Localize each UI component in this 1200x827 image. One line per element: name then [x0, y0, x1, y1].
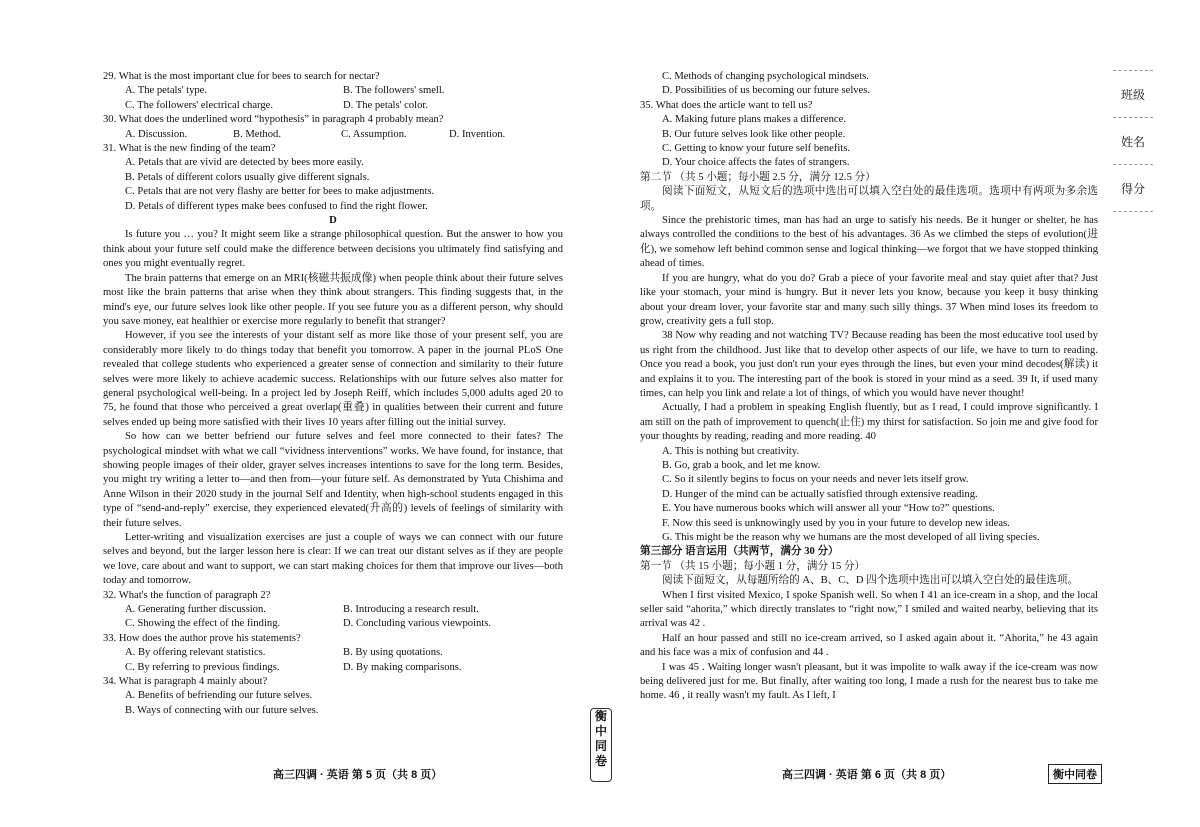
- options-33-row2: [103, 661, 563, 675]
- passage-d-paragraph-1: Is future you … you? It might seem like a strange philosophical question. But the answer to how you think about your future self could make the difference between decisions you ultimately find satisfying and ones you might eventually regret.: [103, 229, 563, 270]
- option-33-c: C. By referring to previous findings.: [125, 661, 280, 673]
- cloze-paragraph-2: Half an hour passed and still no ice-cream arrived, so I asked again about it. “Ahorita,” he 43 again and his face was a mix of confusion and 44 .: [640, 632, 1098, 659]
- choice-e: E. You have numerous books which will answer all your “How to?” questions.: [662, 503, 995, 515]
- section-2-title: 第二节 （共 5 小题；每小题 2.5 分，满分 12.5 分）: [640, 171, 876, 183]
- option-33-a: A. By offering relevant statistics.: [125, 647, 266, 659]
- option-33-b: B. By using quotations.: [343, 647, 443, 659]
- question-31: 31. What is the new finding of the team?: [103, 143, 276, 155]
- option-35-a: A. Making future plans makes a difference.: [662, 114, 846, 126]
- option-32-b: B. Introducing a research result.: [343, 604, 479, 616]
- options-29-row2: [103, 99, 563, 113]
- choice-c: C. So it silently begins to focus on your needs and never lets itself grow.: [662, 474, 969, 486]
- option-32-a: A. Generating further discussion.: [125, 604, 266, 616]
- question-30: 30. What does the underlined word “hypothesis” in paragraph 4 probably mean?: [103, 114, 444, 126]
- option-34-a: A. Benefits of befriending our future selves.: [125, 690, 313, 702]
- seven-choose-five-paragraph-2: If you are hungry, what do you do? Grab a piece of your favorite meal and stay quiet after that? Just like your stomach, your mind is hungry. But it never lets you know, because you keep it busy thinking about your dream lover, your favorite star and many such silly things. 37 When mind loses its freedom to grow, creativity gets a full stop.: [640, 272, 1098, 327]
- choice-f: F. Now this seed is unknowingly used by you in your future to develop new ideas.: [662, 517, 1010, 529]
- class-field: 班级: [1113, 70, 1153, 118]
- option-35-b: B. Our future selves look like other people.: [662, 128, 846, 140]
- left-column: [103, 70, 563, 718]
- footer-page-6: 高三四调 · 英语 第 6 页（共 8 页）: [782, 769, 952, 781]
- section-2-instructions: 阅读下面短文，从短文后的选项中选出可以填入空白处的最佳选项。选项中有两项为多余选项。: [640, 186, 1098, 212]
- option-29-d: D. The petals' color.: [343, 99, 428, 111]
- part-3-instructions: 阅读下面短文，从每题所给的 A、B、C、D 四个选项中选出可以填入空白处的最佳选项。: [662, 575, 1079, 587]
- passage-d-paragraph-4: So how can we better befriend our future selves and feel more connected to their fates? The psychological mindset with what we call “vividness interventions” works. We have found, for instance, that showing people images of their older, grayer selves increases intentions to save for the long term. Besides, you might try writing a letter to—and then from—your future self. As demonstrated by Yuta Chishima and Anne Wilson in their 2020 study in the journal Self and Identity, when high-school students engaged in this type of “send-and-reply” exercise, they experienced elevated(升高的) levels of feelings of similarity with their future selves.: [103, 431, 563, 529]
- option-35-c: C. Getting to know your future self benefits.: [662, 143, 851, 155]
- passage-d-paragraph-2: The brain patterns that emerge on an MRI(核磁共振成像) when people think about their future selves most like the brain patterns that arise when they think about strangers. This finding suggests that, in the mind's eye, our future selves look like other people. If you see future you as a different person, why should you save money, eat healthier or exercise more regularly to benefit that stranger?: [103, 272, 563, 327]
- option-34-d: D. Possibilities of us becoming our future selves.: [662, 85, 871, 97]
- choice-d: D. Hunger of the mind can be actually satisfied through extensive reading.: [662, 488, 978, 500]
- passage-d-paragraph-5: Letter-writing and visualization exercises are just a couple of ways we can connect with our future selves and beyond, but the larger lesson here is clear: If we can treat our distant selves as if they are people we love, care about and want to support, we can start making choices for them that improve our lives—both today and tomorrow.: [103, 532, 563, 587]
- option-31-d: D. Petals of different types make bees confused to find the right flower.: [125, 200, 428, 212]
- option-35-d: D. Your choice affects the fates of strangers.: [662, 157, 850, 169]
- cloze-paragraph-3: I was 45 . Waiting longer wasn't pleasant, but it was impolite to walk away if the ice-cream was now being delivered just for me. But finally, after waiting too long, I made a rush for the nearest bus to take me home. 46 , it really wasn't my fault. As I left, I: [640, 661, 1098, 702]
- name-field: 姓名: [1113, 118, 1153, 165]
- question-33: 33. How does the author prove his statements?: [103, 632, 301, 644]
- option-32-c: C. Showing the effect of the finding.: [125, 618, 281, 630]
- option-30-a: A. Discussion.: [125, 128, 188, 140]
- option-29-a: A. The petals' type.: [125, 85, 208, 97]
- right-column: [640, 70, 1098, 704]
- option-30-c: C. Assumption.: [341, 128, 407, 140]
- options-32-row2: [103, 617, 563, 631]
- options-29-row1: [103, 84, 563, 98]
- choice-b: B. Go, grab a book, and let me know.: [662, 459, 821, 471]
- question-34: 34. What is paragraph 4 mainly about?: [103, 676, 268, 688]
- seven-choose-five-paragraph-4: Actually, I had a problem in speaking English fluently, but as I read, I could improve significantly. I am still on the path of improvement to quench(止住) my thirst for satisfaction. So join me and give food for your thoughts by reading, reading and more reading. 40: [640, 402, 1098, 443]
- cloze-paragraph-1: When I first visited Mexico, I spoke Spanish well. So when I 41 an ice-cream in a shop, and the local seller said “ahorita,” which directly translates to “right now,” I smiled and waited nearby, believing that its arrival was 42 .: [640, 589, 1098, 630]
- option-29-b: B. The followers' smell.: [343, 85, 445, 97]
- score-field: 得分: [1113, 165, 1153, 212]
- option-34-b: B. Ways of connecting with our future selves.: [125, 704, 319, 716]
- choice-a: A. This is nothing but creativity.: [662, 445, 800, 457]
- option-31-c: C. Petals that are not very flashy are better for bees to make adjustments.: [125, 186, 435, 198]
- option-33-d: D. By making comparisons.: [343, 661, 462, 673]
- option-34-c: C. Methods of changing psychological mindsets.: [662, 71, 869, 82]
- passage-d-paragraph-3: However, if you see the interests of your distant self as more like those of your present self, you are considerably more likely to do things today that benefit you tomorrow. A paper in the journal PLoS One revealed that college students who experienced a greater sense of connection and similarity to their future selves were more likely to achieve academic success. Relationships with our future selves also matter for general psychological well-being. In a project led by Joseph Reiff, which includes 5,000 adults aged 20 to 75, he found that those who perceived a great overlap(重叠) in qualities between their current and future selves ended up being more satisfied with their lives 10 years after filling out the initial survey.: [103, 330, 563, 428]
- section-d-heading: D: [329, 215, 337, 227]
- student-info-box: [1113, 70, 1153, 210]
- question-29: 29. What is the most important clue for bees to search for nectar?: [103, 71, 380, 82]
- option-31-b: B. Petals of different colors usually give different signals.: [125, 171, 370, 183]
- part-3-section-1-title: 第一节 （共 15 小题；每小题 1 分，满分 15 分）: [640, 560, 866, 572]
- seven-choose-five-paragraph-1: Since the prehistoric times, man has had an urge to satisfy his needs. Be it hunger or shelter, he has always controlled the conditions to the best of his advantages. 36 As we climbed the steps of evolution(进化), we somehow left behind common sense and logical thinking—we forgot that we have stopped thinking ahead of times.: [640, 215, 1098, 270]
- option-30-b: B. Method.: [233, 128, 281, 140]
- options-32-row1: [103, 603, 563, 617]
- hengzhong-stamp-center: 衡中同卷: [590, 708, 612, 782]
- question-32: 32. What's the function of paragraph 2?: [103, 589, 271, 601]
- seven-choose-five-paragraph-3: 38 Now why reading and not watching TV? Because reading has been the most educative tool used by us right from the childhood. Just like that to develop other aspects of our life, we have to turn to reading. Once you read a book, you just don't run your eyes through the lines, but even your mind decodes(解读) it and explains it to you. The interesting part of the book is stored in your mind as a seed. 39 It, if used many times, can help you link and relate a lot of things, of which you would have never thought!: [640, 330, 1098, 399]
- option-32-d: D. Concluding various viewpoints.: [343, 618, 492, 630]
- options-33-row1: [103, 646, 563, 660]
- options-30: [103, 128, 563, 142]
- question-35: 35. What does the article want to tell us?: [640, 99, 813, 111]
- option-29-c: C. The followers' electrical charge.: [125, 99, 274, 111]
- choice-g: G. This might be the reason why we humans are the most developed of all living species.: [662, 532, 1040, 543]
- option-31-a: A. Petals that are vivid are detected by bees more easily.: [125, 157, 364, 169]
- hengzhong-stamp-footer: 衡中同卷: [1048, 764, 1102, 784]
- part-3-title: 第三部分 语言运用（共两节，满分 30 分）: [640, 546, 839, 558]
- option-30-d: D. Invention.: [449, 128, 506, 140]
- footer-page-5: 高三四调 · 英语 第 5 页（共 8 页）: [273, 769, 443, 781]
